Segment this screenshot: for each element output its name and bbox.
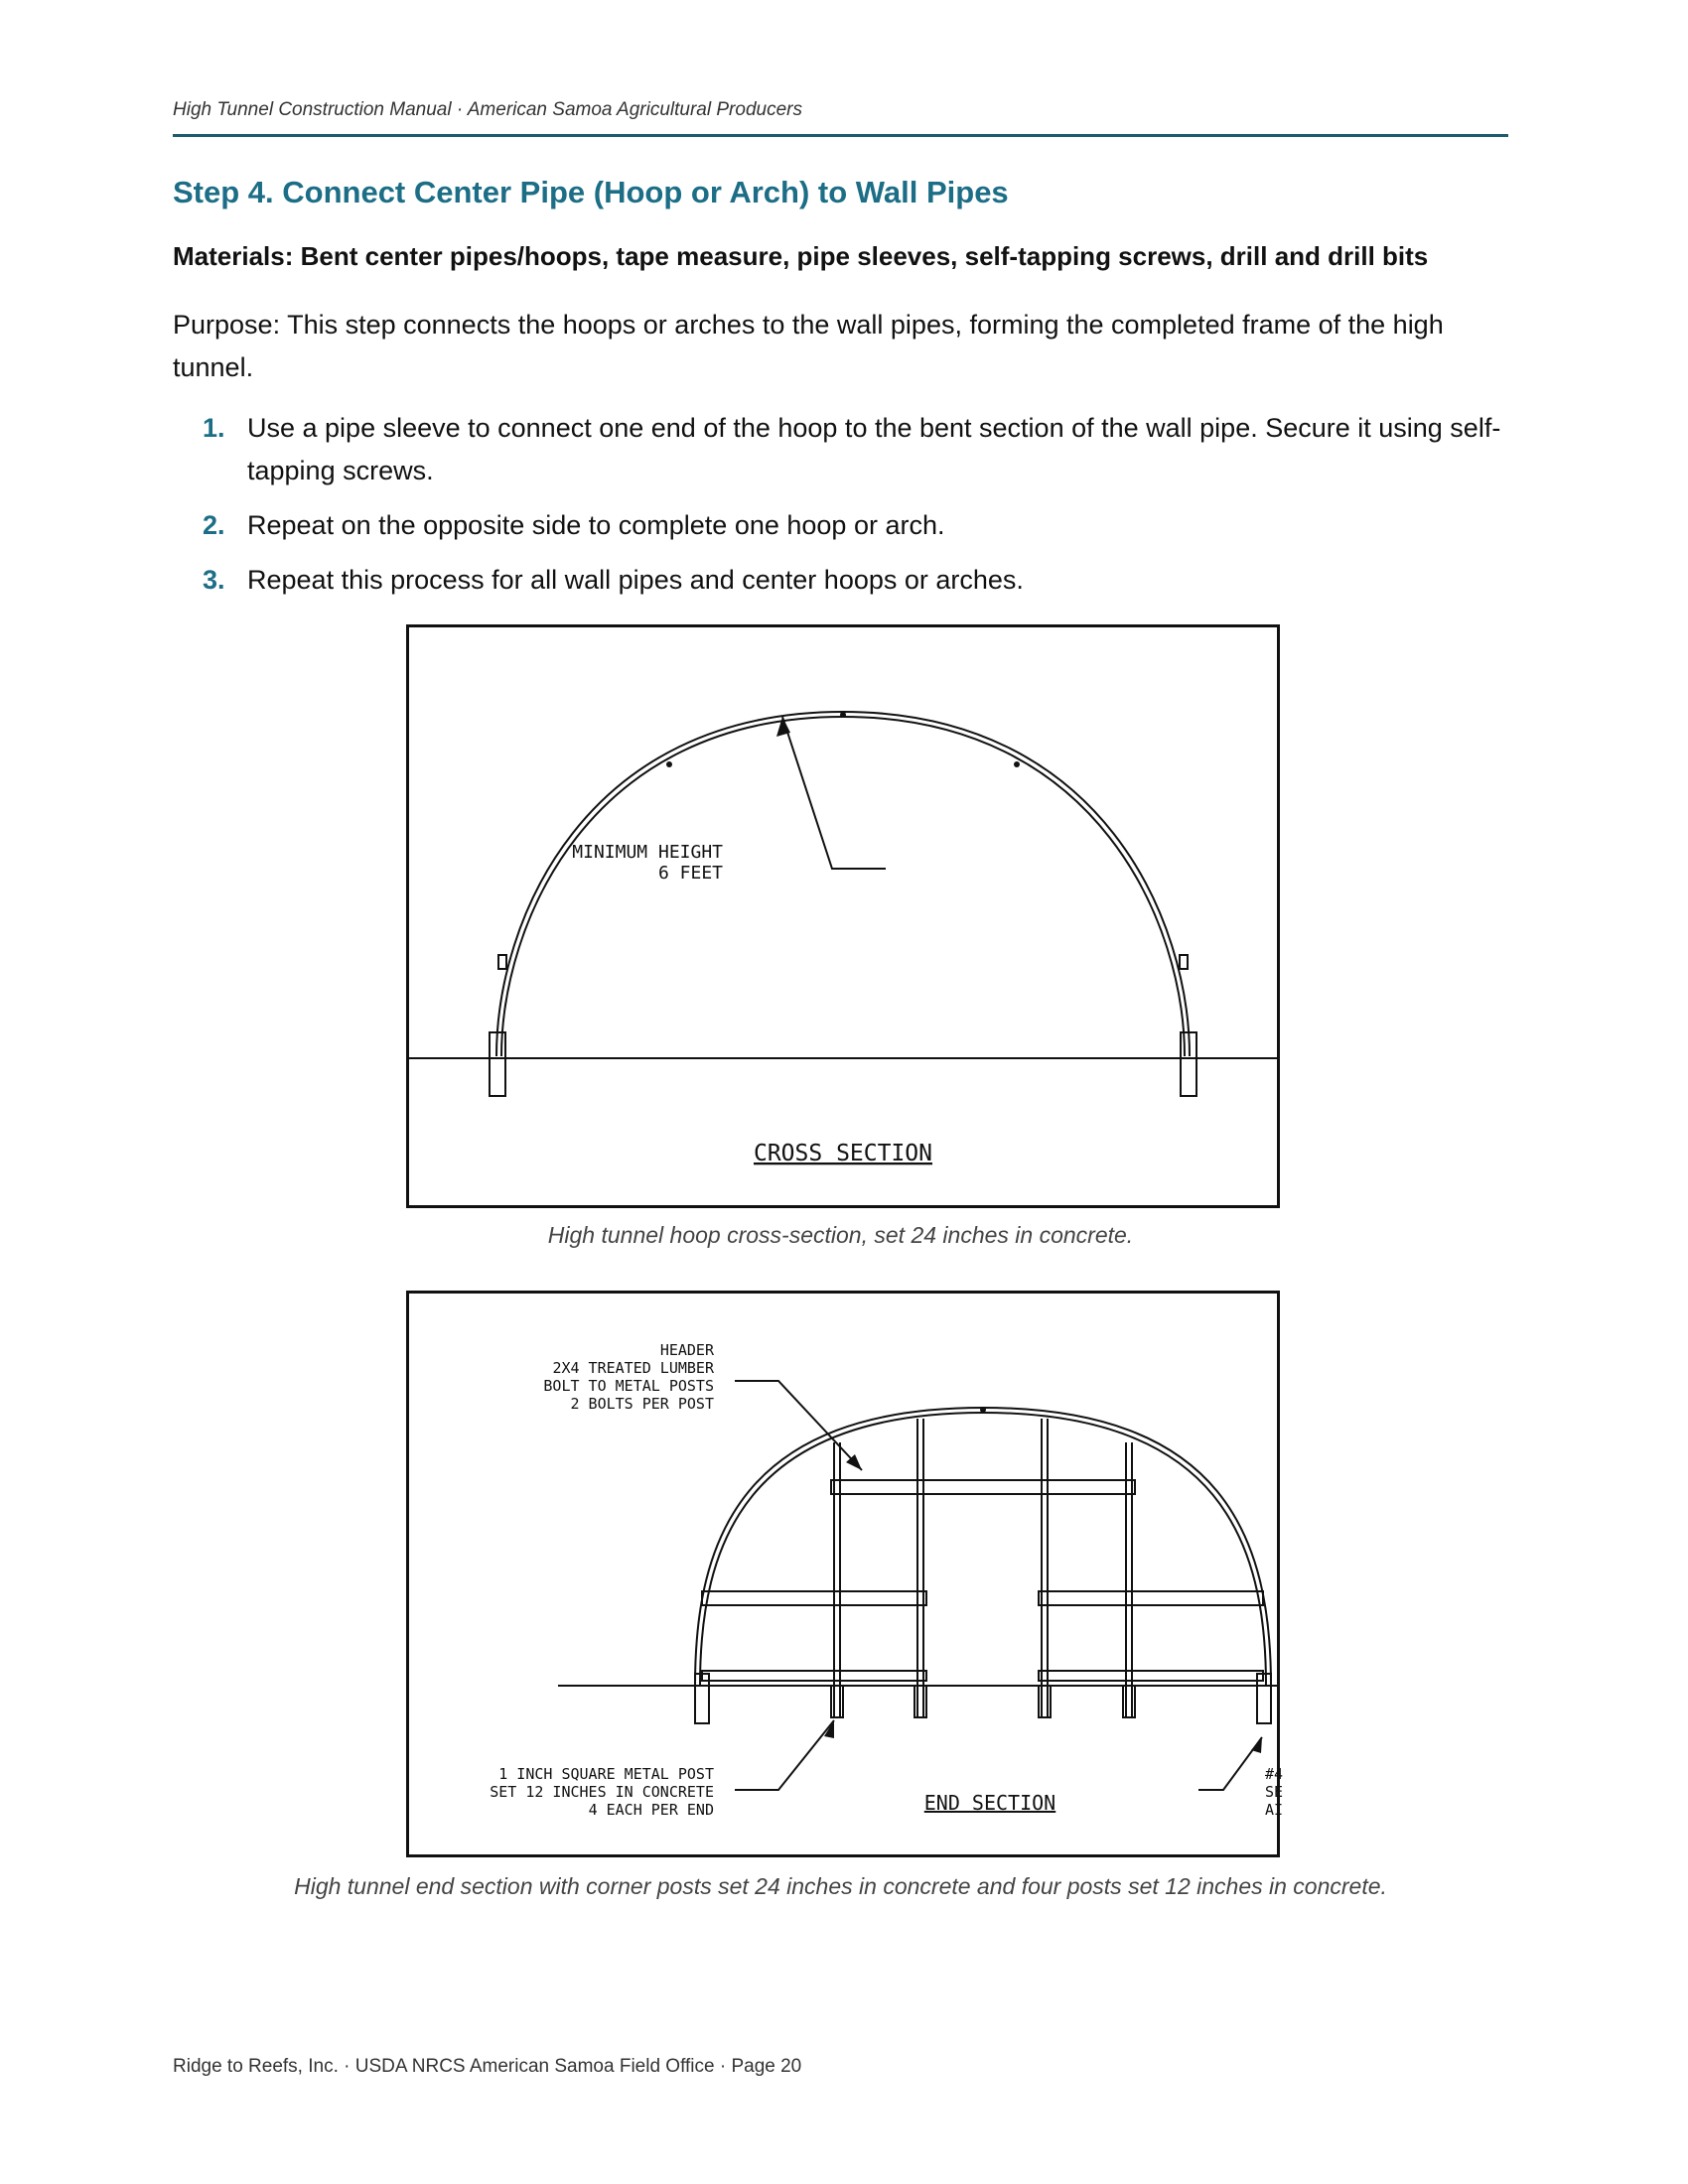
instruction-list	[173, 407, 1508, 614]
running-header: High Tunnel Construction Manual · American Samoa Agricultural Producers	[173, 99, 802, 120]
cut-note-line3: AI	[1265, 1801, 1284, 1819]
bottom-rail-left	[702, 1671, 926, 1681]
corner-leader-line	[1198, 1737, 1262, 1790]
page-footer: Ridge to Reefs, Inc. · USDA NRCS American Samoa Field Office · Page 20	[173, 2056, 802, 2077]
instruction-text: Repeat this process for all wall pipes and center hoops or arches.	[247, 565, 1024, 595]
height-leader-line	[782, 717, 886, 869]
hoop-bolt	[1014, 761, 1020, 767]
end-section-drawing	[406, 1291, 1284, 1857]
left-pipe-sleeve	[498, 955, 506, 969]
header-note-line4: 2 BOLTS PER POST	[570, 1395, 714, 1413]
instruction-text: Repeat on the opposite side to complete one hoop or arch.	[247, 510, 945, 540]
header-rule	[173, 134, 1508, 137]
instruction-number: 2.	[203, 510, 225, 540]
hoop-arch-inner	[496, 712, 1190, 1056]
side-header-right	[1039, 1591, 1263, 1605]
right-pipe-sleeve	[1180, 955, 1188, 969]
purpose-paragraph: Purpose: This step connects the hoops or arches to the wall pipes, forming the completed frame of the high tunnel.	[173, 310, 1444, 382]
post-leader-line	[735, 1720, 834, 1790]
height-label-line1: MINIMUM HEIGHT	[572, 842, 723, 863]
post-footing	[831, 1686, 843, 1717]
apex-bolt	[840, 712, 846, 718]
header-lumber	[831, 1480, 1135, 1494]
cut-note-line1: #4	[1265, 1765, 1284, 1783]
cross-section-title: CROSS SECTION	[753, 1141, 933, 1166]
post-note-line2: SET 12 INCHES IN CONCRETE	[490, 1783, 714, 1801]
side-header-left	[702, 1591, 926, 1605]
end-section-svg	[409, 1294, 1284, 1854]
instruction-item	[173, 559, 1508, 602]
post-arrowhead	[824, 1720, 834, 1738]
post-footing	[914, 1686, 926, 1717]
apex-bolt	[980, 1407, 986, 1413]
end-hoop-inner	[695, 1408, 1271, 1686]
materials-line: Materials: Bent center pipes/hoops, tape measure, pipe sleeves, self-tapping screws, drill and drill bits	[173, 241, 1429, 271]
instruction-item	[173, 504, 1508, 547]
hoop-bolt	[666, 761, 672, 767]
end-hoop-outer	[700, 1413, 1266, 1686]
hoop-arch-outer	[501, 717, 1185, 1056]
step-title: Step 4. Connect Center Pipe (Hoop or Arch) to Wall Pipes	[173, 175, 1009, 209]
instruction-number: 1.	[203, 413, 225, 443]
instruction-item	[173, 407, 1508, 492]
cross-section-svg	[409, 627, 1277, 1205]
height-label-line2: 6 FEET	[657, 863, 723, 884]
end-section-title: END SECTION	[923, 1791, 1056, 1815]
header-note-line1: HEADER	[659, 1341, 714, 1359]
post-note-line1: 1 INCH SQUARE METAL POST	[498, 1765, 714, 1783]
header-note-line3: BOLT TO METAL POSTS	[543, 1377, 714, 1395]
post-footing	[1039, 1686, 1051, 1717]
post-note-line3: 4 EACH PER END	[588, 1801, 714, 1819]
cross-section-drawing	[406, 624, 1280, 1208]
instruction-text: Use a pipe sleeve to connect one end of the hoop to the bent section of the wall pipe. Secure it using self-tapping screws.	[247, 413, 1501, 485]
cross-section-caption: High tunnel hoop cross-section, set 24 inches in concrete.	[547, 1222, 1134, 1248]
header-note-line2: 2X4 TREATED LUMBER	[552, 1359, 714, 1377]
header-leader-line	[735, 1381, 862, 1470]
post-footing	[1123, 1686, 1135, 1717]
bottom-rail-right	[1039, 1671, 1263, 1681]
cut-note-line2: SE	[1265, 1783, 1284, 1801]
end-section-caption: High tunnel end section with corner posts set 24 inches in concrete and four posts set 12 inches in concrete.	[294, 1873, 1387, 1899]
instruction-number: 3.	[203, 565, 225, 595]
